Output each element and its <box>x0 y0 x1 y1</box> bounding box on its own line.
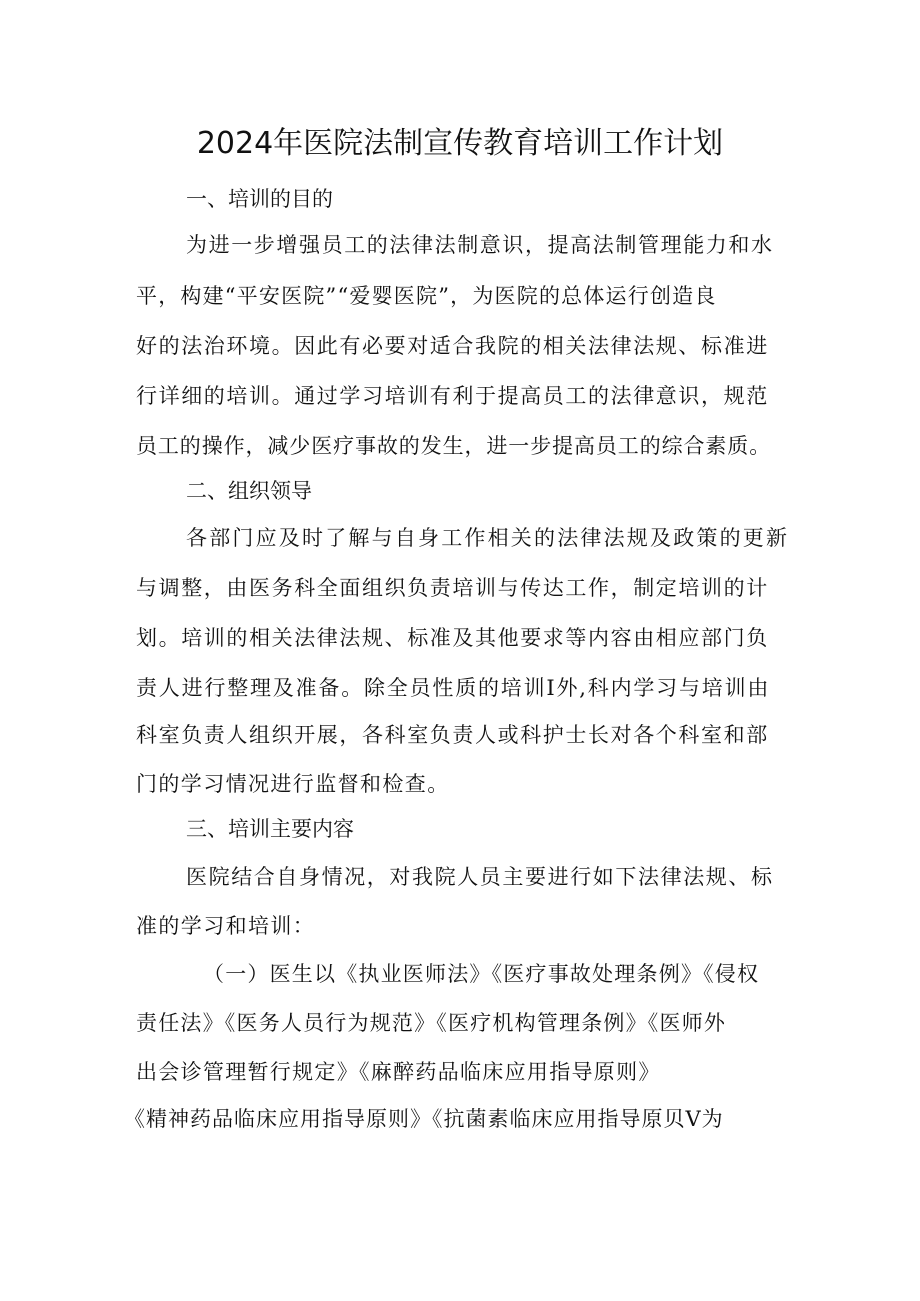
paragraph-4-line-1: （一）医生以《执业医师法》《医疗事故处理条例》《侵权 <box>203 962 760 986</box>
document-title: 2024年医院法制宣传教育培训工作计划 <box>196 126 724 161</box>
section-heading-2: 二、组织领导 <box>186 479 312 503</box>
paragraph-2-line-6: 门的学习情况进行监督和检查。 <box>136 772 450 796</box>
paragraph-4-line-3: 出会诊管理暂行规定》《麻醉药品临床应用指导原则》 <box>136 1060 661 1084</box>
paragraph-2-line-4: 责人进行整理及准备。除全员性质的培训I外,科内学习与培训由 <box>136 676 771 700</box>
paragraph-1-line-2: 平，构建“平安医院”“爱婴医院”，为医院的总体运行创造良 <box>136 284 717 308</box>
paragraph-4-line-4: 《精神药品临床应用指导原则》《抗菌素临床应用指导原贝V为 <box>124 1107 724 1131</box>
paragraph-3-line-1: 医院结合自身情况，对我院人员主要进行如下法律法规、标 <box>186 865 774 889</box>
paragraph-1-line-3: 好的法治环境。因此有必要对适合我院的相关法律法规、标准进 <box>136 334 769 358</box>
section-heading-1: 一、培训的目的 <box>186 187 333 211</box>
paragraph-2-line-3: 划。培训的相关法律法规、标准及其他要求等内容由相应部门负 <box>136 626 769 650</box>
paragraph-2-line-1: 各部门应及时了解与自身工作相关的法律法规及政策的更新 <box>186 526 790 550</box>
paragraph-3-line-2: 准的学习和培训： <box>136 914 316 938</box>
paragraph-1-line-5: 员工的操作，减少医疗事故的发生，进一步提高员工的综合素质。 <box>136 434 772 458</box>
paragraph-2-line-5: 科室负责人组织开展，各科室负责人或科护士长对各个科室和部 <box>136 723 769 747</box>
section-heading-3: 三、培训主要内容 <box>186 817 354 841</box>
paragraph-1-line-4: 行详细的培训。通过学习培训有利于提高员工的法律意识，规范 <box>136 384 769 408</box>
paragraph-2-line-2: 与调整，由医务科全面组织负责培训与传达工作，制定培训的计 <box>136 576 769 600</box>
paragraph-1-line-1: 为进一步增强员工的法律法制意识，提高法制管理能力和水 <box>186 233 774 257</box>
paragraph-4-line-2: 责任法》《医务人员行为规范》《医疗机构管理条例》《医师外 <box>136 1011 727 1035</box>
